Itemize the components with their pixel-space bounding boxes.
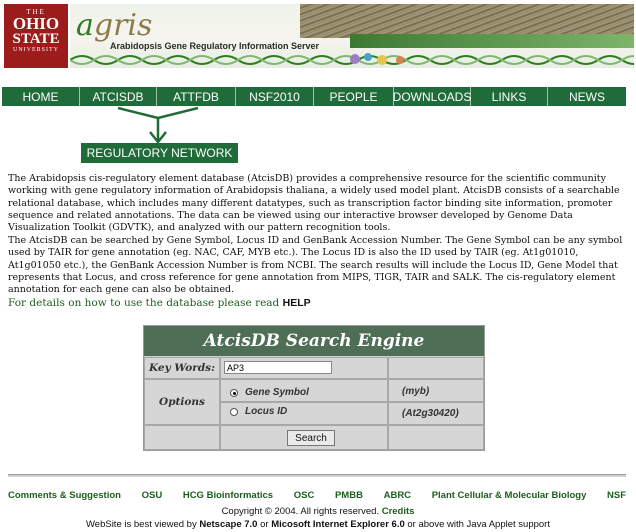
footer-link-osc[interactable]: OSC — [293, 490, 315, 501]
help-line: For details on how to use the database please read HELP — [8, 297, 311, 309]
hint-locus: (At2g30420) — [402, 408, 459, 419]
submenu-arrow-icon — [110, 106, 210, 144]
logo-line: STATE — [12, 31, 60, 47]
nav-home[interactable]: HOME — [2, 87, 80, 106]
logo-line: OHIO — [12, 14, 60, 33]
footer-link-pmbb[interactable]: PMBB — [334, 490, 363, 501]
footer-link-nsf[interactable]: NSF — [607, 490, 626, 501]
nav-downloads[interactable]: DOWNLOADS — [394, 87, 471, 106]
radio-locus-id[interactable] — [230, 408, 238, 416]
logo-line: UNIVERSITY — [13, 47, 59, 53]
search-button[interactable]: Search — [287, 430, 335, 446]
copyright: Copyright © 2004. All rights reserved. Credits — [221, 506, 415, 517]
search-engine-panel — [143, 325, 485, 451]
agris-subtitle: Arabidopsis Gene Regulatory Information Server — [110, 41, 320, 51]
nav-links[interactable]: LINKS — [471, 87, 548, 106]
keywords-label: Key Words: — [144, 357, 220, 379]
option-locus-label: Locus ID — [245, 406, 288, 417]
hint-gene: (myb) — [402, 386, 430, 397]
nav-news[interactable]: NEWS — [569, 89, 605, 104]
nav-atcisdb[interactable]: ATCISDB — [80, 87, 157, 106]
logo-line: THE — [26, 8, 46, 16]
osu-logo[interactable] — [4, 4, 68, 68]
option-gene-label: Gene Symbol — [245, 387, 309, 398]
nav-nsf2010[interactable]: NSF2010 — [236, 87, 314, 106]
dna-helix-graphic — [70, 52, 634, 68]
radio-gene-symbol[interactable] — [230, 389, 238, 397]
leaf-strip — [350, 34, 634, 48]
main-nav — [2, 87, 626, 106]
footer-divider — [8, 474, 626, 477]
help-link[interactable]: HELP — [282, 297, 311, 309]
footer-link-osu[interactable]: OSU — [141, 490, 163, 501]
browser-note: WebSite is best viewed by Netscape 7.0 or Micosoft Internet Explorer 6.0 or above with Java Applet support — [86, 519, 550, 530]
search-info-paragraph: The AtcisDB can be searched by Gene Symbol, Locus ID and GenBank Accession Number. The Gene Symbol can be any symbol used by TAIR for gene annotation (eg. NAC, CAF, MYB etc.). The Locus ID is also the ID used by TAIR (eg. At1g01010, At1g01050 etc.), the GenBank Accession Number is from NCBI. The search results will include the Locus ID, Gene Model that represents that Locus, and cross reference for gene annotation from MIPS, TIGR, TAIR and SALK. The cis-regulatory element annotation for each gene can also be obtained. — [8, 235, 623, 296]
footer-link-abrc[interactable]: ABRC — [383, 490, 412, 501]
footer-links — [8, 490, 626, 501]
nav-people[interactable]: PEOPLE — [314, 87, 394, 106]
empty-cell — [388, 425, 484, 450]
agris-logo: agris — [76, 8, 153, 43]
empty-cell — [144, 425, 220, 450]
empty-cell — [388, 357, 484, 379]
options-label: Options — [144, 379, 220, 425]
intro-paragraph: The Arabidopsis cis-regulatory element database (AtcisDB) provides a comprehensive resource for the scientific community working with gene regulatory information of Arabidopsis thaliana, a widely used model plant. AtcisDB consists of a searchable relational database, which includes many different datatypes, such as transcription factor binding site information, promoter sequence and related annotations. The data can be viewed using our interactive browser developed by Genome Data Visualization Toolkit (GDVTK), and analyzed with our pattern recognition tools. — [8, 173, 620, 234]
credits-link[interactable]: Credits — [381, 506, 415, 517]
keywords-input[interactable] — [224, 361, 332, 374]
nav-attfdb[interactable]: ATTFDB — [157, 87, 236, 106]
footer-link-pcmb[interactable]: Plant Cellular & Molecular Biology — [431, 490, 587, 501]
field-image — [300, 4, 634, 38]
footer-link-comments[interactable]: Comments & Suggestion — [8, 490, 121, 501]
search-engine-title: AtcisDB Search Engine — [144, 326, 484, 356]
footer-link-hcg[interactable]: HCG Bioinformatics — [182, 490, 274, 501]
header-banner — [70, 4, 634, 68]
regulatory-network-link[interactable]: REGULATORY NETWORK — [81, 143, 238, 163]
